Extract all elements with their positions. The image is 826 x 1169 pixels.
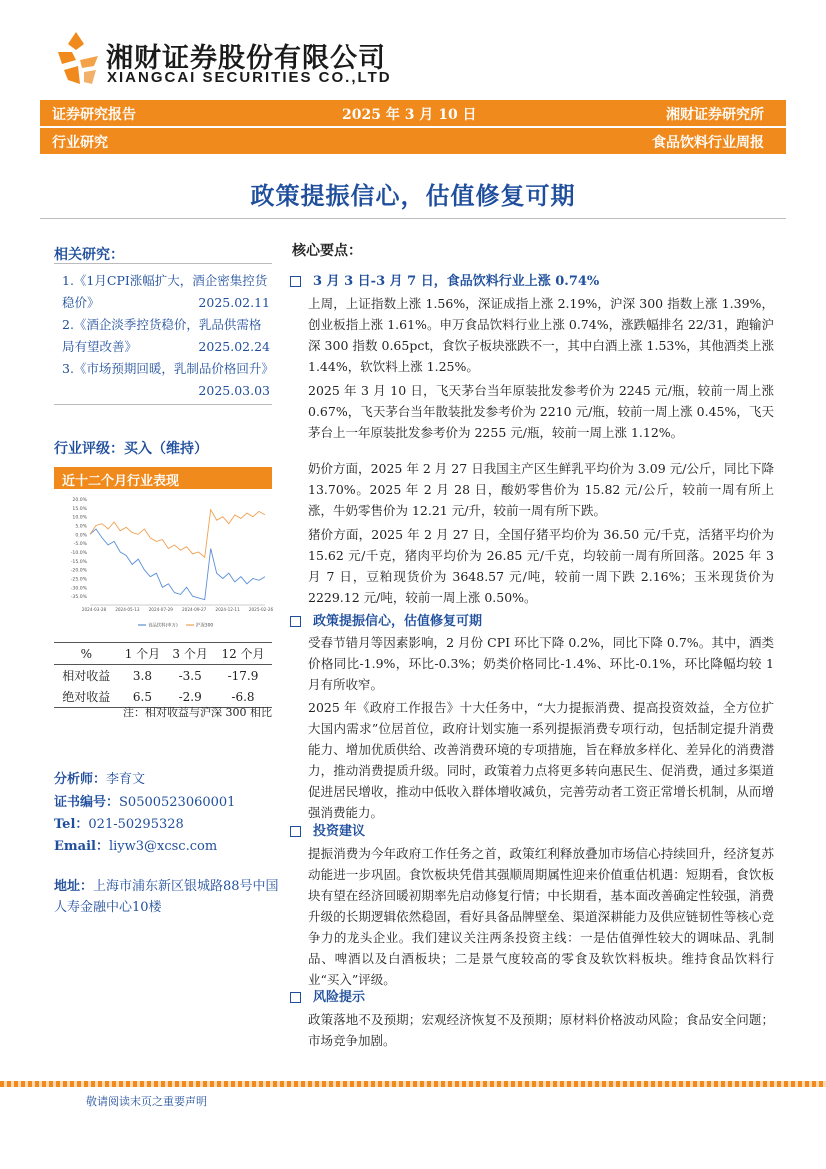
related-item[interactable] <box>62 314 270 358</box>
analyst-cert: S0500523060001 <box>119 795 236 810</box>
checkbox-square-icon <box>290 276 301 287</box>
analyst-address <box>54 876 284 918</box>
table-header-cell: 1 个月 <box>119 643 167 665</box>
y-tick-label: -25.0% <box>70 577 87 583</box>
y-tick-label: 0.0% <box>75 533 87 539</box>
x-tick-label: 2024-07-29 <box>148 607 173 612</box>
related-item[interactable] <box>62 270 270 314</box>
x-tick-label: 2024-03-28 <box>81 607 107 612</box>
paragraph: 猪价方面，2025 年 2 月 27 日，全国仔猪平均价为 36.50 元/千克，活猪平均价为 15.62 元/千克，猪肉平均价为 26.85 元/千克，均较前一周有所回落。2025 年 3 月 7 日，豆粕现货价为 3648.57 元/吨，较前一周下跌 2.16%；玉米现货价为 2229.12 元/吨，较前一周上涨 0.50%。 <box>308 527 774 605</box>
analyst-name: 李育文 <box>106 772 146 787</box>
footer-disclaimer: 敬请阅读末页之重要声明 <box>86 1095 207 1108</box>
table-cell: 3.8 <box>132 668 152 683</box>
related-divider <box>54 263 272 264</box>
analyst-tel-line <box>54 813 184 832</box>
related-item-date: 2025.02.24 <box>198 339 270 354</box>
x-tick-label: 2024-05-13 <box>115 607 140 612</box>
series-line <box>90 510 265 558</box>
checkbox-square-icon <box>290 616 301 627</box>
footer-divider <box>0 1081 826 1087</box>
paragraph: 奶价方面，2025 年 2 月 27 日我国主产区生鲜乳平均价为 3.09 元/公斤，同比下降 13.70%。2025 年 2 月 28 日，酸奶零售价为 15.82 元/公斤，较前一周有所上涨，牛奶零售价为 12.21 元/升，较前一周有所下跌。 <box>308 461 774 518</box>
y-tick-label: -5.0% <box>73 542 87 548</box>
header-bar-top <box>40 100 786 126</box>
section-title <box>290 986 365 1005</box>
performance-heading: 近十二个月行业表现 <box>62 474 180 489</box>
x-tick-label: 2024-12-11 <box>215 607 240 612</box>
checkbox-square-icon <box>290 826 301 837</box>
section-title-text: 投资建议 <box>313 824 366 839</box>
table-header-cell: % <box>54 643 119 665</box>
section-title-text: 风险提示 <box>313 990 366 1005</box>
related-heading: 相关研究： <box>54 247 124 263</box>
y-tick-label: 15.0% <box>72 506 87 512</box>
analyst-tel-label: Tel： <box>54 817 89 832</box>
header-bar-bottom <box>40 128 786 154</box>
paragraph: 受春节错月等因素影响，2 月份 CPI 环比下降 0.2%，同比下降 0.7%。其中，酒类价格同比-1.9%，环比-0.3%；奶类价格同比-1.4%、环比-0.1%，环比降幅均较 1 月有所收窄。 <box>308 635 774 692</box>
address-label: 地址： <box>54 879 94 894</box>
core-points-heading: 核心要点： <box>292 243 362 259</box>
table-header-cell: 12 个月 <box>214 643 272 665</box>
related-item-title[interactable]: 1.《1月CPI涨幅扩大，酒企密集控货稳价》 <box>62 273 268 310</box>
paragraph: 上周，上证指数上涨 1.56%，深证成指上涨 2.19%，沪深 300 指数上涨 1.39%，创业板指上涨 1.61%。申万食品饮料行业上涨 0.74%，涨跌幅排名 22/31，跑输沪深 300 指数 0.65pct，食饮子板块涨跌不一，其中白酒上涨 1.53%，其他酒类上涨 1.44%，软饮料上涨 1.25%。 <box>308 296 774 374</box>
legend-label: 沪深300 <box>196 623 214 629</box>
section-title-text: 3 月 3 日-3 月 7 日，食品饮料行业上涨 0.74% <box>313 274 600 289</box>
y-tick-label: -20.0% <box>70 568 87 574</box>
table-header-row <box>54 643 272 665</box>
page-title: 政策提振信心，估值修复可期 <box>250 182 576 210</box>
performance-note: 注：相对收益与沪深 300 相比 <box>123 706 272 719</box>
paragraph: 政策落地不及预期；宏观经济恢复不及预期；原材料价格波动风险；食品安全问题；市场竞争加剧。 <box>308 1012 774 1048</box>
table-cell: 6.5 <box>119 686 167 708</box>
table-row <box>54 665 272 687</box>
section-title-text: 政策提振信心，估值修复可期 <box>313 614 483 629</box>
table-header-cell: 3 个月 <box>166 643 214 665</box>
section-title <box>290 820 365 839</box>
report-date: 2025 年 3 月 10 日 <box>342 107 477 123</box>
title-divider <box>40 218 786 219</box>
analyst-email-link[interactable]: liyw3@xcsc.com <box>108 839 218 854</box>
analyst-email-label: Email： <box>54 839 109 854</box>
industry-rating: 行业评级：买入（维持） <box>54 441 208 457</box>
performance-table <box>54 642 272 708</box>
table-cell: -17.9 <box>227 668 259 683</box>
related-bottom-divider <box>54 404 272 405</box>
analyst-cert-label: 证书编号： <box>54 795 120 810</box>
analyst-email-line <box>54 835 217 854</box>
performance-chart <box>60 493 274 633</box>
report-type: 证券研究报告 <box>52 107 136 123</box>
legend-label: 食品饮料(申万) <box>148 623 178 629</box>
row-label: 相对收益 <box>62 669 111 683</box>
related-item-date: 2025.03.03 <box>198 383 270 398</box>
y-tick-label: -30.0% <box>70 586 87 592</box>
y-tick-label: 10.0% <box>72 515 87 521</box>
address-value: 上海市浦东新区银城路88号中国人寿金融中心10楼 <box>54 879 279 915</box>
related-item-title[interactable]: 2.《酒企淡季控货稳价，乳品供需格局有望改善》 <box>62 317 262 354</box>
y-tick-label: 5.0% <box>75 524 87 530</box>
paragraph: 2025 年《政府工作报告》十大任务中，“大力提振消费、提高投资效益，全方位扩大国内需求”位居首位，政府计划实施一系列提振消费专项行动，包括制定提升消费能力、增加优质供给、改善消费环境的专项措施，旨在释放多样化、差异化的消费潜力，推动消费提质升级。同时，政策着力点将更多转向惠民生、促消费，通过多渠道促进居民增收，推动中低收入群体增收减负，完善劳动者工资正常增长机制，从而增强消费能力。 <box>308 700 774 820</box>
y-tick-label: -15.0% <box>70 559 87 565</box>
paragraph: 提振消费为今年政府工作任务之首，政策红利释放叠加市场信心持续回升，经济复苏动能进一步巩固。食饮板块凭借其强顺周期属性迎来价值重估机遇：短期看，食饮板块有望在经济回暖初期率先启动修复行情；中长期看，基本面改善确定性较强，消费升级的长期逻辑依然稳固，看好具备品牌壁垒、渠道深耕能力及供应链韧性等核心竞争力的龙头企业。我们建议关注两条投资主线：一是估值弹性较大的调味品、乳制品、啤酒以及白酒板块；二是景气度较高的零食及软饮料板块。维持食品饮料行业“买入”评级。 <box>308 846 774 987</box>
x-tick-label: 2024-09-27 <box>182 607 207 612</box>
related-item-date: 2025.02.11 <box>198 295 270 310</box>
analyst-cert-line <box>54 791 235 810</box>
y-tick-label: -35.0% <box>70 595 87 601</box>
row-label: 绝对收益 <box>54 686 119 708</box>
performance-heading-bar <box>54 467 272 489</box>
section-title <box>290 270 599 289</box>
analyst-name-label: 分析师： <box>54 772 107 787</box>
analyst-tel: 021-50295328 <box>88 817 184 832</box>
table-cell: -2.9 <box>166 686 214 708</box>
y-tick-label: -10.0% <box>70 551 87 556</box>
checkbox-square-icon <box>290 992 301 1003</box>
company-logo <box>54 30 102 86</box>
report-category: 行业研究 <box>52 135 108 151</box>
table-cell: -3.5 <box>178 668 202 683</box>
section-title <box>290 610 482 629</box>
y-tick-label: 20.0% <box>72 498 87 503</box>
table-cell: -6.8 <box>214 686 272 708</box>
analyst-name-line <box>54 768 145 787</box>
series-line <box>90 529 265 600</box>
report-name: 食品饮料行业周报 <box>652 135 764 151</box>
institute-name: 湘财证券研究所 <box>666 107 764 123</box>
related-item-title[interactable]: 3.《市场预期回暖，乳制品价格回升》 <box>62 361 274 376</box>
x-tick-label: 2025-02-26 <box>248 607 274 612</box>
paragraph: 2025 年 3 月 10 日，飞天茅台当年原装批发参考价为 2245 元/瓶，较前一周上涨 0.67%，飞天茅台当年散装批发参考价为 2210 元/瓶，较前一周上涨 0.45%，飞天茅台上一年原装批发参考价为 2255 元/瓶，较前一周上涨 1.12%。 <box>308 383 774 440</box>
company-name-cn: 湘财证券股份有限公司 <box>106 43 386 74</box>
company-name-en: XIANGCAI SECURITIES CO.,LTD <box>107 69 392 86</box>
related-item[interactable] <box>62 358 274 402</box>
